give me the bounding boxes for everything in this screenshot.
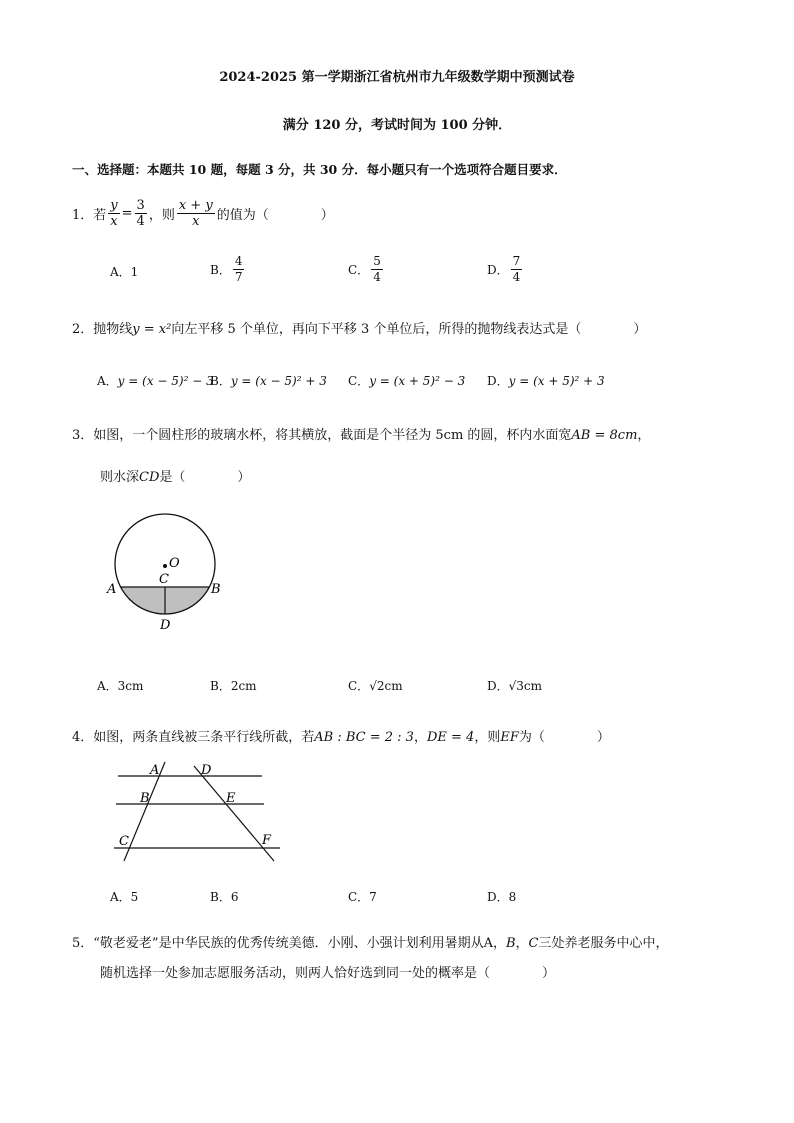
label-o: O [169, 556, 180, 571]
question-5-line2: 随机选择一处参加志愿服务活动，则两人恰好选到同一处的概率是（ ） [100, 966, 556, 981]
question-2: 2．抛物线y = x²向左平移 5 个单位，再向下平移 3 个单位后，所得的抛物线表达式是（ ） [72, 322, 647, 337]
exam-subtitle: 满分 120 分，考试时间为 100 分钟． [282, 118, 512, 133]
q1-option-b: B． $\frac{4}{7}$ [210, 254, 243, 284]
label-a: A [107, 582, 117, 597]
q2-option-a: A．y = (x − 5)² − 3 [97, 374, 214, 388]
q1-option-d: D． $\frac{7}{4}$ [487, 254, 521, 284]
label-c: C [159, 572, 169, 587]
q1-option-a: A．1 [110, 265, 139, 279]
q2-expression: y = x² [132, 322, 172, 337]
exam-title: 2024-2025 第一学期浙江省杭州市九年级数学期中预测试卷 [219, 70, 575, 85]
circle-diagram [100, 494, 240, 634]
q1-number: 1．若 [72, 208, 107, 223]
q2-option-b: B．y = (x − 5)² + 3 [210, 374, 327, 388]
label-b: B [211, 582, 221, 597]
label-d: D [160, 618, 171, 633]
q1-option-c: C． $\frac{5}{4}$ [348, 254, 381, 284]
label-e: E [226, 791, 236, 806]
q1-fraction-sum: $\frac{x + y}{x}$ [178, 198, 213, 229]
q4-option-b: B．6 [210, 890, 239, 904]
question-4: 4．如图，两条直线被三条平行线所截，若AB : BC = 2 : 3，DE = 4，则EF为（ ） [72, 730, 610, 745]
center-point [163, 564, 167, 568]
label-b: B [140, 791, 150, 806]
q3-option-c: C．√2cm [348, 679, 403, 693]
q4-option-d: D．8 [487, 890, 517, 904]
q1-fraction-y-over-x: $\frac{y}{x}$ [110, 198, 118, 229]
q1-close: ） [320, 208, 334, 223]
label-d: D [201, 763, 212, 778]
q1-fraction-3-over-4: $\frac{3}{4}$ [136, 198, 145, 229]
q3-option-b: B．2cm [210, 679, 257, 693]
label-c: C [119, 834, 129, 849]
q4-option-c: C．7 [348, 890, 377, 904]
q1-mid-text: ，则 [148, 208, 175, 223]
label-a: A [150, 763, 160, 778]
q4-option-a: A．5 [110, 890, 139, 904]
question-5-line1: 5．“敬老爱老”是中华民族的优秀传统美德．小刚、小强计划利用暑期从A，B，C三处养老服务中心中， [72, 936, 669, 951]
parallel-lines-diagram [110, 758, 285, 868]
question-3-line2: 则水深CD是（ ） [100, 470, 251, 485]
q2-option-c: C．y = (x + 5)² − 3 [348, 374, 466, 388]
question-3-line1: 3．如图，一个圆柱形的玻璃水杯，将其横放，截面是个半径为 5cm 的圆，杯内水面宽AB = 8cm， [72, 428, 651, 443]
q1-equals: = [121, 206, 133, 221]
q3-option-d: D．√3cm [487, 679, 543, 693]
question-1 [72, 198, 334, 229]
q1-tail: 的值为（ [216, 208, 269, 223]
label-f: F [262, 833, 272, 848]
q3-option-a: A．3cm [97, 679, 144, 693]
q2-option-d: D．y = (x + 5)² + 3 [487, 374, 605, 388]
section-header: 一、选择题：本题共 10 题，每题 3 分，共 30 分．每小题只有一个选项符合题目要求． [72, 162, 567, 177]
